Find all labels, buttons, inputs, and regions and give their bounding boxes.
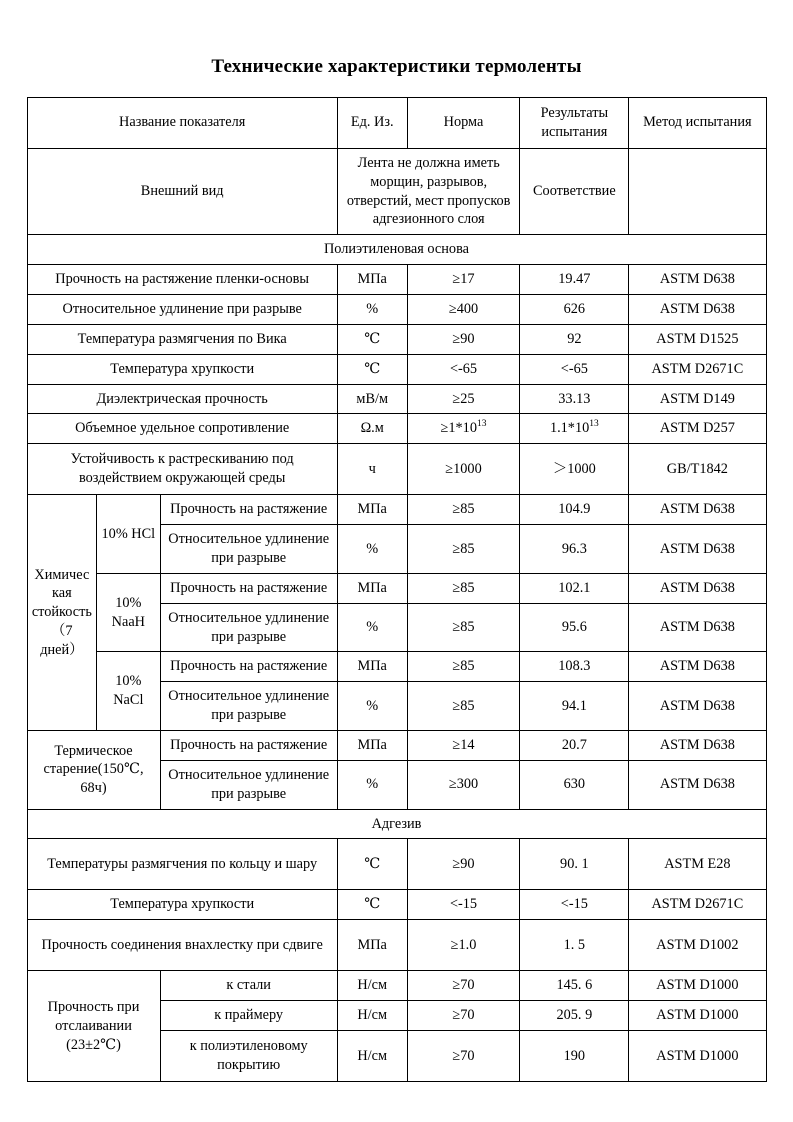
row-name: Температура размягчения по Вика — [27, 324, 337, 354]
row-method: ASTM D638 — [629, 573, 766, 603]
row-method: ASTM D2671C — [629, 890, 766, 920]
appearance-label: Внешний вид — [27, 148, 337, 234]
section-heading-adhesive: Адгезив — [27, 809, 766, 839]
table-row-chemical — [27, 652, 766, 682]
row-result: 626 — [520, 295, 629, 325]
row-norm: ≥25 — [407, 384, 520, 414]
row-substrate: к стали — [160, 971, 337, 1001]
row-norm: ≥400 — [407, 295, 520, 325]
row-method: ASTM D638 — [629, 682, 766, 731]
row-method: ASTM D638 — [629, 495, 766, 525]
row-name: Температуры размягчения по кольцу и шару — [27, 839, 337, 890]
column-header-unit: Ед. Из. — [337, 97, 407, 148]
row-property: Прочность на растяжение — [160, 731, 337, 761]
row-name: Объемное удельное сопротивление — [27, 414, 337, 444]
row-unit: % — [337, 603, 407, 652]
row-norm: ≥1.0 — [407, 920, 520, 971]
row-result: ＞1000 — [520, 444, 629, 495]
row-unit: % — [337, 295, 407, 325]
appearance-method — [629, 148, 766, 234]
row-name: Прочность соединения внахлестку при сдвиге — [27, 920, 337, 971]
row-norm: ≥300 — [407, 760, 520, 809]
row-norm-exponent: 13 — [476, 419, 487, 430]
row-result: 19.47 — [520, 265, 629, 295]
row-result: 205. 9 — [520, 1001, 629, 1031]
row-unit: % — [337, 760, 407, 809]
section-heading-row-polyethylene — [27, 235, 766, 265]
row-property: Прочность на растяжение — [160, 652, 337, 682]
row-norm: ≥85 — [407, 682, 520, 731]
row-method: ASTM D638 — [629, 295, 766, 325]
table-row — [27, 324, 766, 354]
thermal-aging-label: Термическое старение(150℃, 68ч) — [27, 731, 160, 810]
row-unit: Н/см — [337, 1031, 407, 1082]
row-method: ASTM D638 — [629, 760, 766, 809]
row-unit: МПа — [337, 652, 407, 682]
row-unit: % — [337, 682, 407, 731]
section-heading-row-adhesive — [27, 809, 766, 839]
row-result: 104.9 — [520, 495, 629, 525]
chemical-agent-label: 10% HCl — [97, 495, 160, 574]
appearance-description: Лента не должна иметь морщин, разрывов, отверстий, мест пропусков адгезионного слоя — [337, 148, 520, 234]
row-unit: ч — [337, 444, 407, 495]
row-result: 96.3 — [520, 525, 629, 574]
column-header-result: Результаты испытания — [520, 97, 629, 148]
chemical-resistance-label: Химическая стойкость（7 дней） — [27, 495, 97, 731]
row-method: ASTM D638 — [629, 265, 766, 295]
row-norm: ≥1000 — [407, 444, 520, 495]
row-method: ASTM D1002 — [629, 920, 766, 971]
row-method: ASTM D638 — [629, 603, 766, 652]
technical-specifications-table — [27, 97, 767, 1082]
row-result-exponent: 13 — [589, 419, 599, 430]
row-property: Относительное удлинение при разрыве — [160, 525, 337, 574]
row-norm: <-65 — [407, 354, 520, 384]
row-result: 92 — [520, 324, 629, 354]
row-norm: ≥85 — [407, 573, 520, 603]
row-method: ASTM D1000 — [629, 1001, 766, 1031]
row-method: GB/T1842 — [629, 444, 766, 495]
row-method: ASTM D1000 — [629, 1031, 766, 1082]
table-row-thermal-aging — [27, 731, 766, 761]
peel-strength-label: Прочность при отслаивании (23±2℃) — [27, 971, 160, 1082]
table-row — [27, 839, 766, 890]
table-row — [27, 384, 766, 414]
row-result — [520, 414, 629, 444]
row-name: Прочность на растяжение пленки-основы — [27, 265, 337, 295]
appearance-result: Соответствие — [520, 148, 629, 234]
row-method: ASTM D638 — [629, 652, 766, 682]
row-unit: Ω.м — [337, 414, 407, 444]
row-method: ASTM D2671C — [629, 354, 766, 384]
row-result: 1. 5 — [520, 920, 629, 971]
row-property: Относительное удлинение при разрыве — [160, 603, 337, 652]
row-norm: ≥85 — [407, 603, 520, 652]
row-norm-base: ≥1*10 — [440, 420, 477, 437]
table-row — [27, 920, 766, 971]
row-unit: ℃ — [337, 354, 407, 384]
row-norm: <-15 — [407, 890, 520, 920]
row-result: 94.1 — [520, 682, 629, 731]
row-norm: ≥85 — [407, 652, 520, 682]
table-row — [27, 444, 766, 495]
row-unit: ℃ — [337, 890, 407, 920]
column-header-norm: Норма — [407, 97, 520, 148]
row-norm: ≥85 — [407, 525, 520, 574]
row-result: 102.1 — [520, 573, 629, 603]
row-method: ASTM D257 — [629, 414, 766, 444]
row-result: 190 — [520, 1031, 629, 1082]
row-method: ASTM D638 — [629, 525, 766, 574]
row-substrate: к праймеру — [160, 1001, 337, 1031]
row-norm: ≥70 — [407, 1001, 520, 1031]
row-unit: МПа — [337, 731, 407, 761]
row-unit: МПа — [337, 920, 407, 971]
row-result-base: 1.1*10 — [549, 420, 590, 437]
table-row-appearance — [27, 148, 766, 234]
row-property: Прочность на растяжение — [160, 495, 337, 525]
row-name: Диэлектрическая прочность — [27, 384, 337, 414]
column-header-method: Метод испытания — [629, 97, 766, 148]
row-unit: Н/см — [337, 971, 407, 1001]
row-norm: ≥90 — [407, 839, 520, 890]
row-norm: ≥17 — [407, 265, 520, 295]
row-unit: МПа — [337, 573, 407, 603]
row-name: Относительное удлинение при разрыве — [27, 295, 337, 325]
row-name: Температура хрупкости — [27, 354, 337, 384]
page-title: Технические характеристики термоленты — [211, 56, 582, 77]
row-norm: ≥14 — [407, 731, 520, 761]
row-method: ASTM D149 — [629, 384, 766, 414]
row-unit: ℃ — [337, 839, 407, 890]
row-norm: ≥90 — [407, 324, 520, 354]
row-unit: МПа — [337, 495, 407, 525]
row-result: 108.3 — [520, 652, 629, 682]
table-row-chemical — [27, 495, 766, 525]
row-unit: % — [337, 525, 407, 574]
row-property: Прочность на растяжение — [160, 573, 337, 603]
row-name: Устойчивость к растрескиванию под воздействием окружающей среды — [27, 444, 337, 495]
table-row-peel-strength — [27, 971, 766, 1001]
row-method: ASTM D638 — [629, 731, 766, 761]
column-header-name: Название показателя — [27, 97, 337, 148]
row-result: 95.6 — [520, 603, 629, 652]
row-unit: МПа — [337, 265, 407, 295]
row-result: 90. 1 — [520, 839, 629, 890]
row-name: Температура хрупкости — [27, 890, 337, 920]
row-unit: мВ/м — [337, 384, 407, 414]
table-header-row — [27, 97, 766, 148]
row-method: ASTM D1525 — [629, 324, 766, 354]
row-result: 20.7 — [520, 731, 629, 761]
table-row — [27, 295, 766, 325]
chemical-agent-label: 10% NaCl — [97, 652, 160, 731]
table-row — [27, 354, 766, 384]
row-norm: ≥70 — [407, 971, 520, 1001]
section-heading-polyethylene: Полиэтиленовая основа — [27, 235, 766, 265]
table-row-chemical — [27, 573, 766, 603]
row-substrate: к полиэтиленовому покрытию — [160, 1031, 337, 1082]
row-norm: ≥70 — [407, 1031, 520, 1082]
row-result: 33.13 — [520, 384, 629, 414]
chemical-agent-label: 10% NaaH — [97, 573, 160, 652]
row-result: <-15 — [520, 890, 629, 920]
row-result: <-65 — [520, 354, 629, 384]
row-norm — [407, 414, 520, 444]
table-row — [27, 890, 766, 920]
row-property: Относительное удлинение при разрыве — [160, 682, 337, 731]
row-unit: Н/см — [337, 1001, 407, 1031]
table-row — [27, 265, 766, 295]
row-result: 145. 6 — [520, 971, 629, 1001]
table-row — [27, 414, 766, 444]
row-result: 630 — [520, 760, 629, 809]
row-unit: ℃ — [337, 324, 407, 354]
row-norm: ≥85 — [407, 495, 520, 525]
row-method: ASTM E28 — [629, 839, 766, 890]
row-property: Относительное удлинение при разрыве — [160, 760, 337, 809]
row-method: ASTM D1000 — [629, 971, 766, 1001]
